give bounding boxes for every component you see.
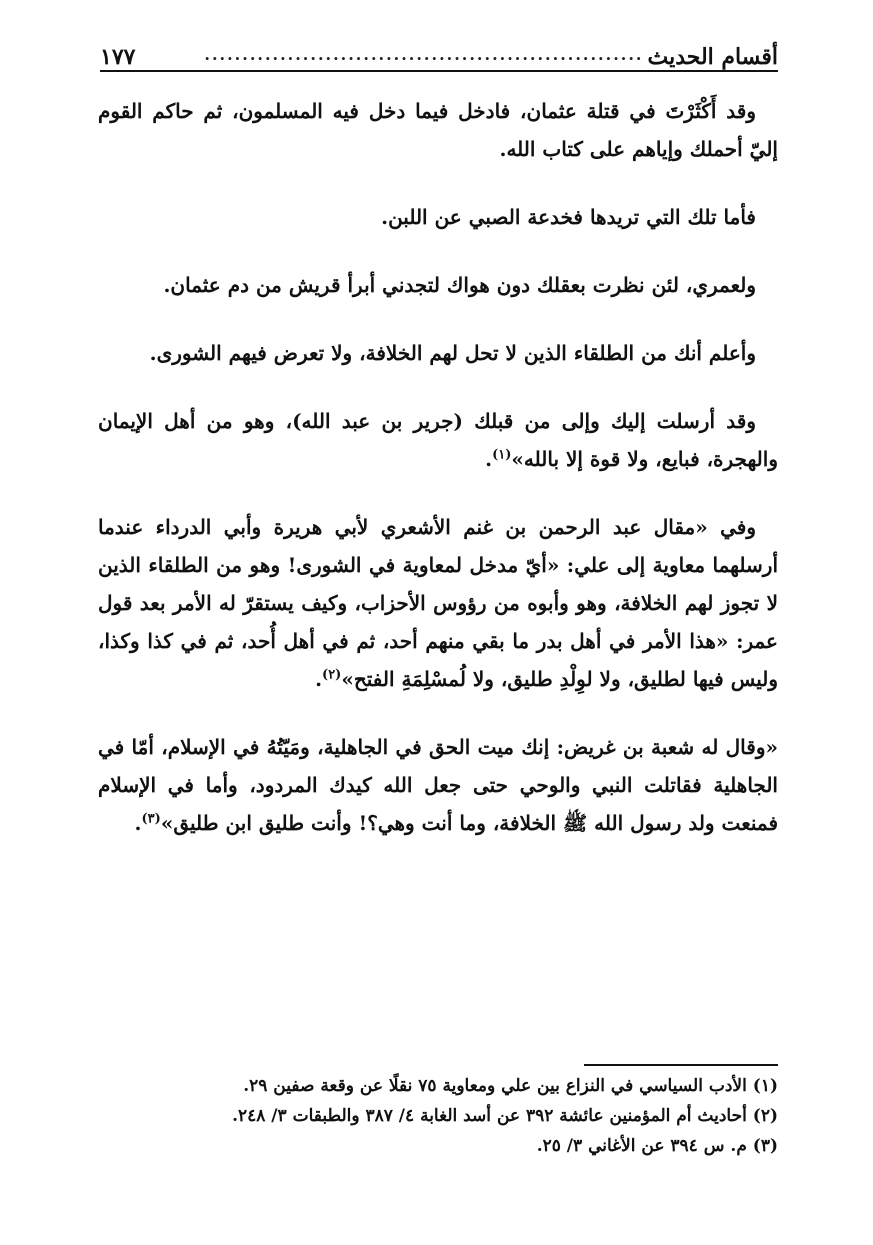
page-body <box>98 92 778 842</box>
footnote-ref[interactable]: (٢) <box>322 667 342 683</box>
footnote-rule <box>584 1064 778 1066</box>
footnote: (١) الأدب السياسي في النزاع بين علي ومعاوية ٧٥ نقلًا عن وقعة صفين ٢٩. <box>243 1076 778 1096</box>
paragraph <box>98 92 778 168</box>
footnote-ref[interactable]: (١) <box>492 447 512 463</box>
paragraph: وقد أرسلت إليك وإلى من قبلك (جرير بن عبد الله)، وهو من أهل الإيمان والهجرة، فبايع، ولا قوة إلا بالله»$^{(١)}$. <box>98 409 778 471</box>
paragraph-text: وأعلم أنك من الطلقاء الذين لا تحل لهم الخلافة، ولا تعرض فيهم الشورى. <box>149 341 756 365</box>
paragraph-text: وفي «مقال عبد الرحمن بن غنم الأشعري لأبي هريرة وأبي الدرداء عندما أرسلهما معاوية إلى علي: «أيّ مدخل لمعاوية في الشورى! وهو من الطلقاء الذين لا تجوز لهم الخلافة، وهو وأبوه من رؤوس الأحزاب، وكيف يستقرّ له الأمر بعد قول عمر: «هذا الأمر في أهل بدر ما بقي منهم أحد، ثم في أهل أُحد، ثم في كذا وكذا، وليس فيها لطليق، ولا لوِلْدِ طليق، ولا لُمسْلِمَةِ الفتح» <box>98 515 778 691</box>
paragraph <box>98 266 778 304</box>
header-rule <box>100 70 778 72</box>
paragraph: «وقال له شعبة بن غريض: إنك ميت الحق في الجاهلية، ومَيّتُهُ في الإسلام، أمّا في الجاهلية فقاتلت النبي والوحي حتى جعل الله كيدك المردود، وأما في الإسلام فمنعت ولد رسول الله ﷺ الخلافة، وما أنت وهي؟! وأنت طليق ابن طليق»$^{(٣)}$. <box>98 735 778 835</box>
chapter-title: أقسام الحديث <box>647 44 778 70</box>
footnote-ref[interactable]: (٣) <box>141 811 161 827</box>
footnotes <box>98 1071 778 1161</box>
paragraph-text: ولعمري، لئن نظرت بعقلك دون هواك لتجدني أبرأ قريش من دم عثمان. <box>163 273 756 297</box>
running-header <box>100 34 778 70</box>
paragraph-text: «وقال له شعبة بن غريض: إنك ميت الحق في الجاهلية، ومَيّتُهُ في الإسلام، أمّا في الجاهلية فقاتلت النبي والوحي حتى جعل الله كيدك المردود، وأما في الإسلام فمنعت ولد رسول الله ﷺ الخلافة، وما أنت وهي؟! وأنت طليق ابن طليق» <box>98 735 778 835</box>
paragraph-text: وقد أرسلت إليك وإلى من قبلك (جرير بن عبد الله)، وهو من أهل الإيمان والهجرة، فبايع، ولا قوة إلا بالله» <box>98 409 778 471</box>
footnote: (٢) أحاديث أم المؤمنين عائشة ٣٩٢ عن أسد الغابة ٤/ ٣٨٧ والطبقات ٣/ ٢٤٨. <box>232 1106 778 1126</box>
footnote: (٣) م. س ٣٩٤ عن الأغاني ٣/ ٢٥. <box>536 1136 778 1156</box>
paragraph-text: فأما تلك التي تريدها فخدعة الصبي عن اللبن. <box>381 205 756 229</box>
paragraph-text: وقد أَكْثَرْتَ في قتلة عثمان، فادخل فيما دخل فيه المسلمون، ثم حاكم القوم إليّ أحملك وإياهم على كتاب الله. <box>98 99 778 161</box>
paragraph: وفي «مقال عبد الرحمن بن غنم الأشعري لأبي هريرة وأبي الدرداء عندما أرسلهما معاوية إلى علي: «أيّ مدخل لمعاوية في الشورى! وهو من الطلقاء الذين لا تجوز لهم الخلافة، وهو وأبوه من رؤوس الأحزاب، وكيف يستقرّ له الأمر بعد قول عمر: «هذا الأمر في أهل بدر ما بقي منهم أحد، ثم في أهل أُحد، ثم في كذا وكذا، وليس فيها لطليق، ولا لوِلْدِ طليق، ولا لُمسْلِمَةِ الفتح»$^{(٢)}$. <box>98 515 778 691</box>
paragraph <box>98 334 778 372</box>
page-number: ١٧٧ <box>100 44 136 70</box>
leader-dots: .......................................................... <box>204 45 644 64</box>
paragraph <box>98 198 778 236</box>
